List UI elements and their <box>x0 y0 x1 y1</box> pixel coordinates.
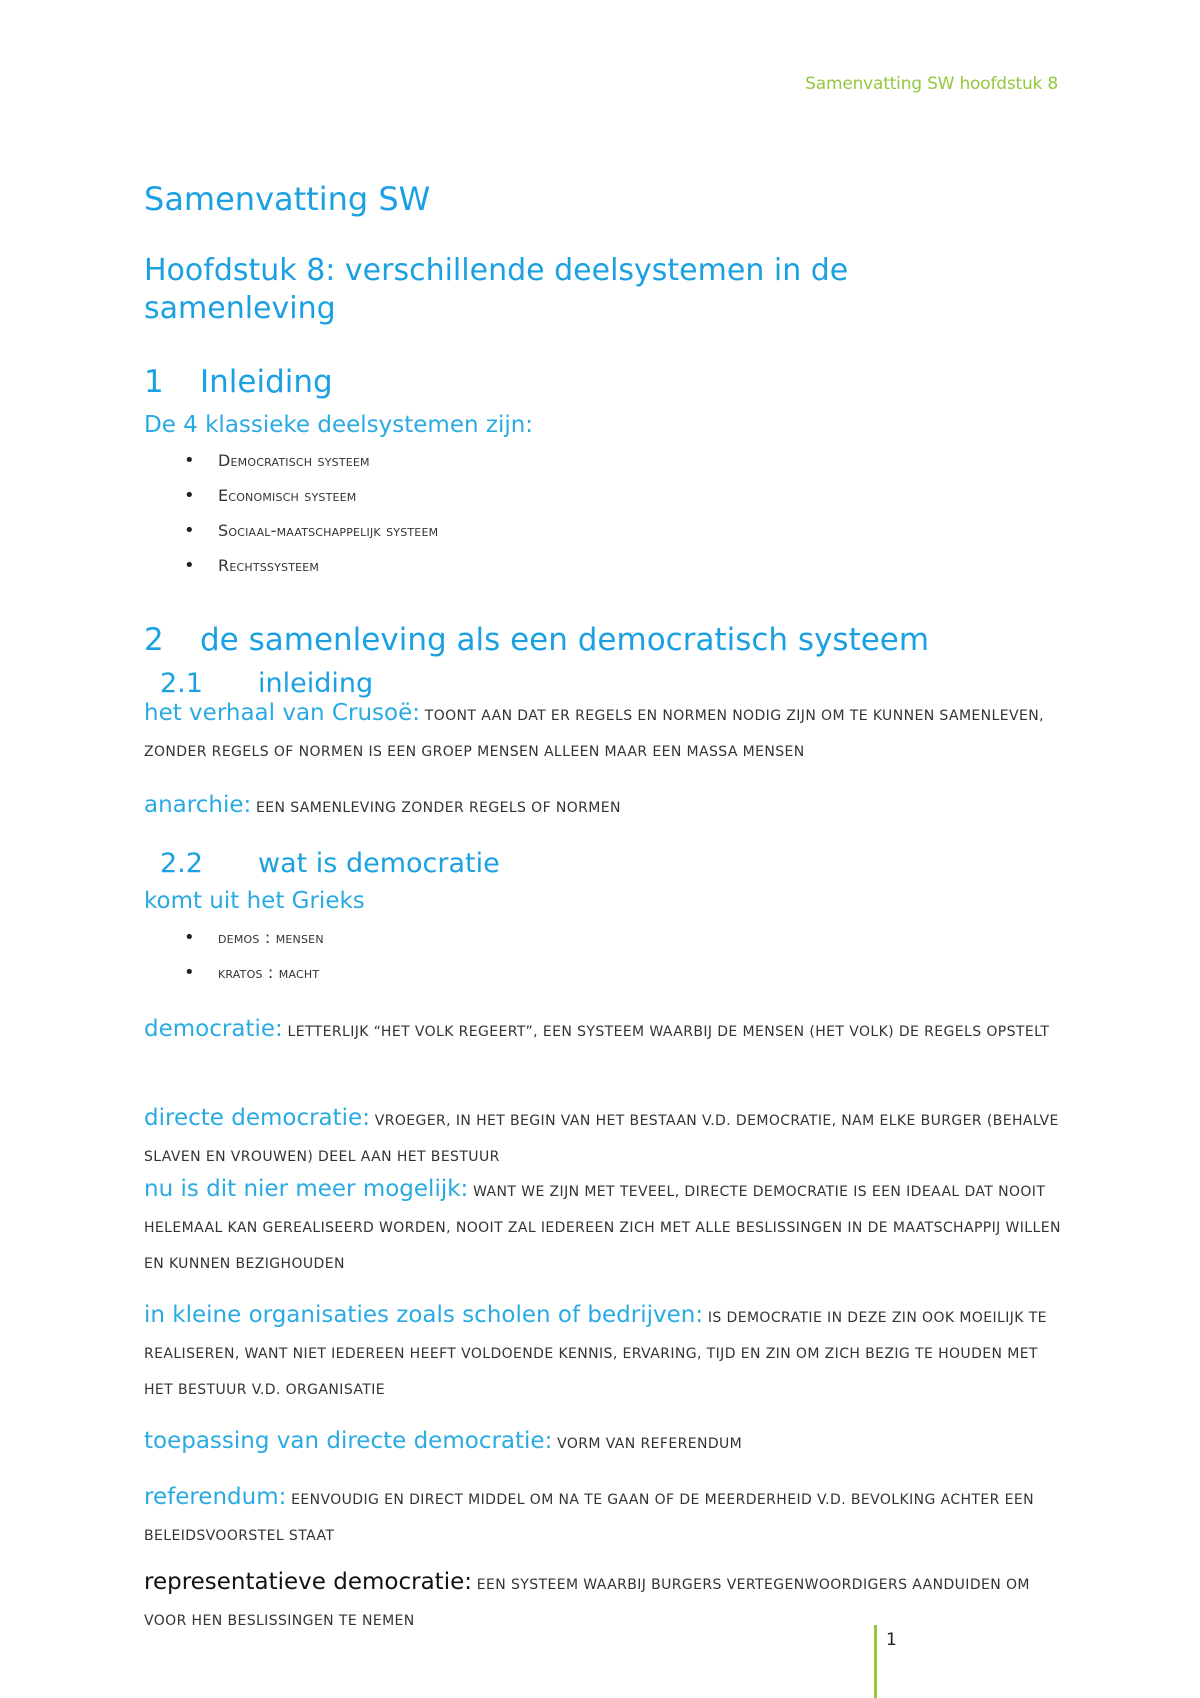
subsection-2-2-number: 2.2 <box>160 848 203 879</box>
term: nu is dit nier meer mogelijk: <box>144 1176 469 1202</box>
term: representatieve democratie: <box>144 1569 472 1595</box>
directe-democratie-paragraph <box>144 1101 1064 1175</box>
subsection-2-2-title: wat is democratie <box>258 848 500 879</box>
section-1-title: Inleiding <box>200 364 333 400</box>
grieks-list <box>184 920 324 990</box>
democratie-paragraph <box>144 1012 1064 1050</box>
list-item: • Sociaal-maatschappelijk systeem <box>184 513 438 548</box>
subsection-2-1-heading <box>160 668 373 699</box>
term: toepassing van directe democratie: <box>144 1428 553 1454</box>
referendum-paragraph <box>144 1480 1064 1554</box>
crusoe-paragraph <box>144 696 1064 770</box>
definition: VORM VAN REFERENDUM <box>557 1436 743 1452</box>
section-2-heading <box>144 622 929 658</box>
definition: VROEGER, IN HET BEGIN VAN HET BESTAAN V.D. DEMOCRATIE, NAM ELKE BURGER (BEHALVE SLAVEN EN VROUWEN) DEEL AAN HET BESTUUR <box>144 1113 1059 1165</box>
list-item: • demos : mensen <box>184 920 324 955</box>
list-item: • Economisch systeem <box>184 478 438 513</box>
term: anarchie: <box>144 792 252 818</box>
kleine-organisaties-paragraph <box>144 1298 1064 1408</box>
definition: LETTERLIJK “HET VOLK REGEERT”, EEN SYSTEEM WAARBIJ DE MENSEN (HET VOLK) DE REGELS OPSTELT <box>287 1024 1050 1040</box>
bullet-icon: • <box>184 927 195 948</box>
subsection-2-1-number: 2.1 <box>160 668 203 699</box>
bullet-icon: • <box>184 450 195 471</box>
definition: EEN SYSTEEM WAARBIJ BURGERS VERTEGENWOORDIGERS AANDUIDEN OM VOOR HEN BESLISSINGEN TE NEMEN <box>144 1577 1030 1629</box>
definition: TOONT AAN DAT ER REGELS EN NORMEN NODIG ZIJN OM TE KUNNEN SAMENLEVEN, ZONDER REGELS OF NORMEN IS EEN GROEP MENSEN ALLEEN MAAR EEN MASSA MENSEN <box>144 708 1044 760</box>
term: referendum: <box>144 1484 287 1510</box>
section-1-heading <box>144 364 333 400</box>
section-1-subheading: De 4 klassieke deelsystemen zijn: <box>144 412 534 438</box>
document-title: Samenvatting SW <box>144 180 431 218</box>
definition: WANT WE ZIJN MET TEVEEL, DIRECTE DEMOCRATIE IS EEN IDEAAL DAT NOOIT HELEMAAL KAN GEREALISEERD WORDEN, NOOIT ZAL IEDEREEN ZICH MET ALLE BESLISSINGEN IN DE MAATSCHAPPIJ WILLEN EN KUNNEN BEZIGHOUDEN <box>144 1184 1061 1272</box>
page-number: 1 <box>886 1630 897 1650</box>
bullet-icon: • <box>184 485 195 506</box>
deelsystemen-list <box>184 443 438 583</box>
list-item: • Rechtssysteem <box>184 548 438 583</box>
term: in kleine organisaties zoals scholen of bedrijven: <box>144 1302 704 1328</box>
subsection-2-2-heading <box>160 848 500 879</box>
term: het verhaal van Crusoë: <box>144 700 420 726</box>
anarchie-paragraph <box>144 788 1064 826</box>
subsection-2-1-title: inleiding <box>258 668 374 699</box>
section-1-number: 1 <box>144 364 164 400</box>
representatieve-democratie-paragraph <box>144 1565 1064 1639</box>
nu-niet-meer-paragraph <box>144 1172 1064 1282</box>
bullet-icon: • <box>184 520 195 541</box>
footer-divider <box>874 1625 877 1698</box>
running-header: Samenvatting SW hoofdstuk 8 <box>805 74 1058 94</box>
subsection-2-2-subheading: komt uit het Grieks <box>144 888 365 914</box>
term: directe democratie: <box>144 1105 370 1131</box>
definition: IS DEMOCRATIE IN DEZE ZIN OOK MOEILIJK TE REALISEREN, WANT NIET IEDEREEN HEEFT VOLDOENDE KENNIS, ERVARING, TIJD EN ZIN OM ZICH BEZIG TE HOUDEN MET HET BESTUUR V.D. ORGANISATIE <box>144 1310 1047 1398</box>
bullet-icon: • <box>184 555 195 576</box>
section-2-title: de samenleving als een democratisch systeem <box>200 622 930 658</box>
section-2-number: 2 <box>144 622 164 658</box>
list-item: • Democratisch systeem <box>184 443 438 478</box>
chapter-title: Hoofdstuk 8: verschillende deelsystemen in de samenleving <box>144 253 849 326</box>
term: democratie: <box>144 1016 283 1042</box>
list-item: • kratos : macht <box>184 955 324 990</box>
definition: EENVOUDIG EN DIRECT MIDDEL OM NA TE GAAN OF DE MEERDERHEID V.D. BEVOLKING ACHTER EEN BELEIDSVOORSTEL STAAT <box>144 1492 1034 1544</box>
toepassing-paragraph <box>144 1424 1064 1462</box>
definition: EEN SAMENLEVING ZONDER REGELS OF NORMEN <box>256 800 621 816</box>
bullet-icon: • <box>184 962 195 983</box>
